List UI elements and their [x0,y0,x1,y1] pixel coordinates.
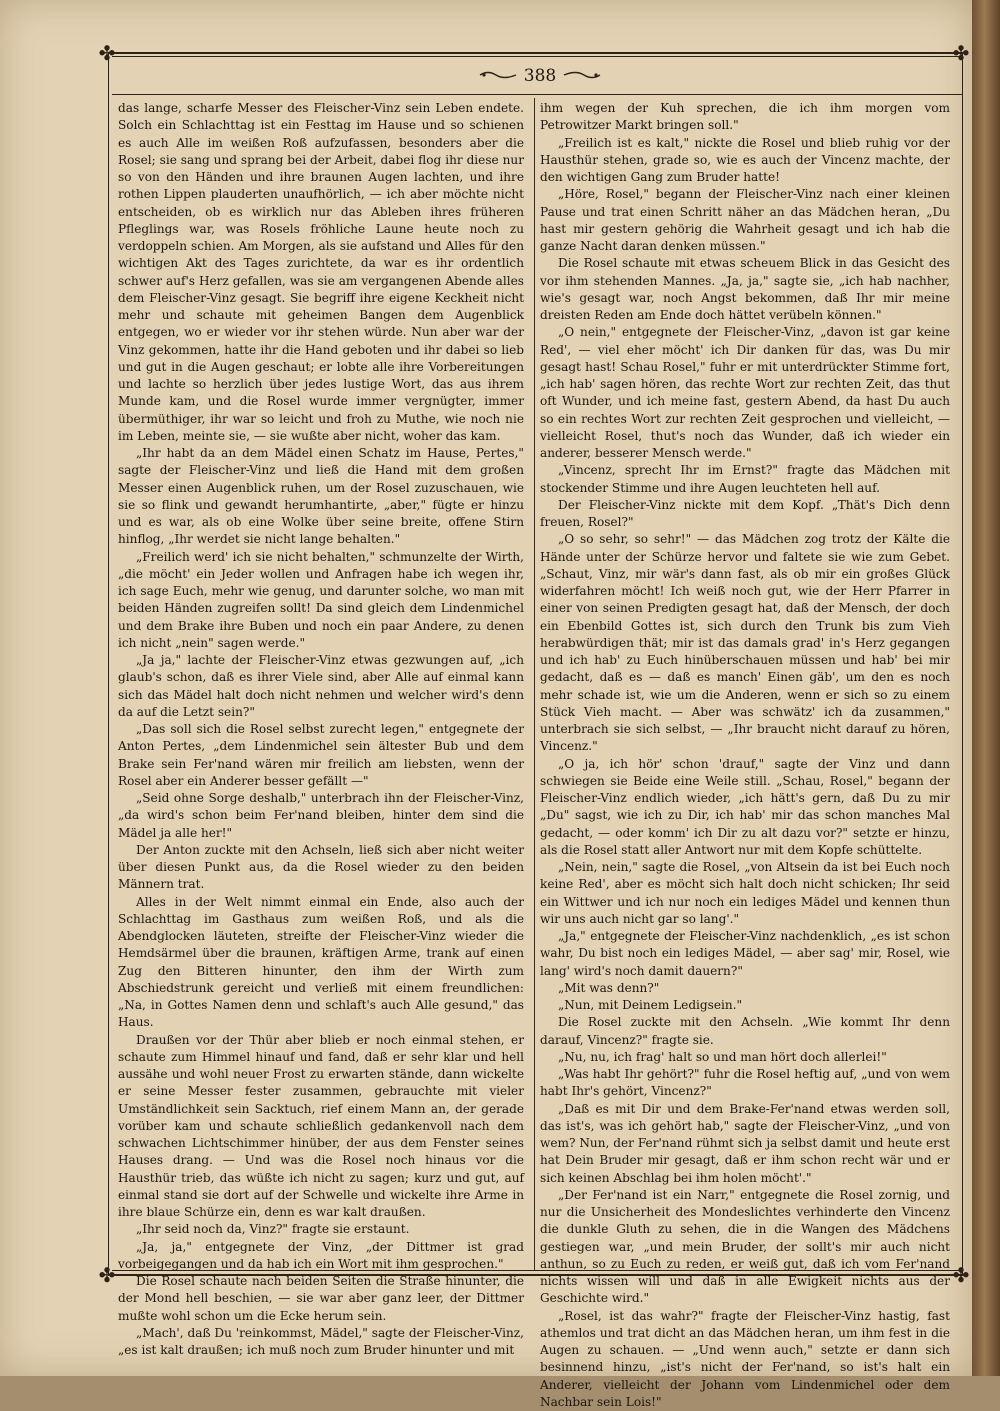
paragraph: Alles in der Welt nimmt einmal ein Ende, also auch der Schlachttag im Gasthaus zum weißen Roß, und als die Abendglocken läuteten, streifte der Fleischer-Vinz wieder die Hemdsärmel über die braunen, kräftigen Arme, trank auf einen Zug den Bitteren hinunter, den ihm der Wirth zum Abschiedstrunk gereicht und verließ mit einem freundlichen: „Na, in Gottes Namen denn und schlaft's auch Alle gesund," das Haus. [118,894,524,1032]
paragraph: „Ihr habt da an dem Mädel einen Schatz im Hause, Pertes," sagte der Fleischer-Vinz und ließ die Hand mit dem großen Messer einen Augenblick ruhen, um der Rosel zuzuschauen, wie sie so flink und gewandt herumhantirte, „aber," fügte er hinzu und es war, als ob eine Wolke über seine breite, offene Stirn hinflog, „Ihr werdet sie nicht lange behalten." [118,445,524,549]
paragraph: „Daß es mit Dir und dem Brake-Fer'nand etwas werden soll, das ist's, was ich gehört hab," sagte der Fleischer-Vinz, „und von wem? Nun, der Fer'nand rühmt sich ja selbst damit und heute erst hat Dein Bruder mir gesagt, daß er ihm schon recht wär und er sich keinen Abschlag bei ihm holen möcht'." [540,1101,950,1187]
paragraph: ihm wegen der Kuh sprechen, die ich ihm morgen vom Petrowitzer Markt bringen soll." [540,100,950,135]
paragraph: Die Rosel zuckte mit den Achseln. „Wie kommt Ihr denn darauf, Vincenz?" fragte sie. [540,1014,950,1049]
corner-ornament-icon: ✤ [950,42,972,64]
paragraph: Der Fleischer-Vinz nickte mit dem Kopf. „Thät's Dich denn freuen, Rosel?" [540,497,950,532]
corner-ornament-icon: ✤ [96,1264,118,1286]
paragraph: „O so sehr, so sehr!" — das Mädchen zog trotz der Kälte die Hände unter der Schürze hervor und faltete sie wie zum Gebet. „Schaut, Vinz, mir wär's dann fast, als ob mir ein großes Glück widerfahren möcht! Ich weiß noch gut, wie der Herr Pfarrer in einer von seinen Predigten gesagt hat, daß der Mensch, der doch ein Ebenbild Gottes ist, sich durch den Trunk bis zum Vieh herabwürdigen thät; mir ist das damals grad' in's Herz gegangen und ich hab' zu Euch hinüberschauen müssen und hab' bei mir gedacht, daß es — daß es manch' Einen gäb', um den es noch mehr schade ist, wie um die Anderen, wenn er sich so zu einem Stück Vieh macht. — Aber was schwätz' ich da zusammen," unterbrach sie sich selbst, — „Ihr braucht nicht darauf zu hören, Vincenz." [540,531,950,755]
paragraph: „Freilich ist es kalt," nickte die Rosel und blieb ruhig vor der Hausthür stehen, grade so, wie es auch der Vincenz machte, der den wichtigen Gang zum Bruder hatte! [540,135,950,187]
paragraph: „Mach', daß Du 'reinkommst, Mädel," sagte der Fleischer-Vinz, „es ist kalt draußen; ich muß noch zum Bruder hinunter und mit [118,1325,524,1360]
right-flourish-icon [562,70,602,80]
header-rule [112,94,962,95]
left-column [118,100,524,1268]
paragraph: „Höre, Rosel," begann der Fleischer-Vinz nach einer kleinen Pause und trat einen Schritt näher an das Mädchen heran, „Du hast mir gestern gehörig die Wahrheit gesagt und ich hab die ganze Nacht daran denken müssen." [540,186,950,255]
paragraph: „Mit was denn?" [540,980,950,997]
paragraph: „O ja, ich hör' schon 'drauf," sagte der Vinz und dann schwiegen sie Beide eine Weile still. „Schau, Rosel," begann der Fleischer-Vinz endlich wieder, „ich hätt's gern, daß Du zu mir „Du" sagst, wie ich zu Dir, ich hab' mir das schon manches Mal gedacht, — oder komm' ich Dir zu alt dazu vor?" setzte er hinzu, als die Rosel statt aller Antwort nur mit dem Kopfe schüttelte. [540,756,950,860]
column-divider [534,98,535,1270]
page-number: 388 [470,66,610,86]
paragraph: „Ja ja," lachte der Fleischer-Vinz etwas gezwungen auf, „ich glaub's schon, daß es ihrer Viele sind, aber Alle auf einmal kann sich das Mädel halt doch nicht nehmen und welcher wird's denn da auf die Letzt sein?" [118,652,524,721]
paragraph: Die Rosel schaute mit etwas scheuem Blick in das Gesicht des vor ihm stehenden Mannes. „Ja, ja," sagte sie, „ich hab nachher, wie's gesagt war, noch Angst bekommen, daß Ihr mir meine dreisten Reden am Ende doch hättet verübeln können." [540,255,950,324]
paragraph: „Ja," entgegnete der Fleischer-Vinz nachdenklich, „es ist schon wahr, Du bist noch ein lediges Mädel, — aber sag' mir, Rosel, wie lang' wird's noch damit dauern?" [540,928,950,980]
paragraph: „Nun, mit Deinem Ledigsein." [540,997,950,1014]
frame-top-rule-inner [112,56,962,57]
paragraph: „Rosel, ist das wahr?" fragte der Fleischer-Vinz hastig, fast athemlos und trat dicht an das Mädchen heran, um ihm fest in die Augen zu schauen. — „Und wenn auch," setzte er dann sich besinnend hinzu, „ist's nicht der Fer'nand, so ist's halt ein Anderer, vielleicht der Johann vom Lindenmichel oder dem Nachbar sein Lois!" [540,1308,950,1411]
paragraph: „Seid ohne Sorge deshalb," unterbrach ihn der Fleischer-Vinz, „da wird's schon beim Fer'nand bleiben, hinter dem sind die Mädel ja alle her!" [118,790,524,842]
frame-right-rule [962,52,963,1276]
paragraph: Die Rosel schaute nach beiden Seiten die Straße hinunter, die der Mond hell beschien, — sie war aber ganz leer, der Dittmer mußte wohl schon um die Ecke herum sein. [118,1273,524,1325]
paragraph: das lange, scharfe Messer des Fleischer-Vinz sein Leben endete. Solch ein Schlachttag ist ein Festtag im Hause und so schienen es auch Alle im weißen Roß aufzufassen, besonders aber die Rosel; sie sang und sprang bei der Arbeit, dabei flog ihr diese nur so von den Händen und ihre braunen Augen lachten, und ihre rothen Lippen plauderten unaufhörlich, — ich aber möchte nicht entscheiden, ob es wirklich nur das Ableben ihres früheren Pfleglings war, was Rosels fröhliche Laune heute noch zu verdoppeln schien. Am Morgen, als sie aufstand und Alles für den wichtigen Akt des Tages zurichtete, da war es ihr ordentlich schwer auf's Herz gefallen, was sie am vergangenen Abende alles dem Fleischer-Vinz gesagt. Sie begriff ihre eigene Keckheit nicht mehr und schaute mit geheimen Bangen dem Augenblick entgegen, wo er wieder vor ihr stehen würde. Nun aber war der Vinz gekommen, hatte ihr die Hand geboten und ihr dabei so lieb und gut in die Augen geschaut; er lobte alle ihre Vorbereitungen und lachte so herzlich über jedes lustige Wort, das aus ihrem Munde kam, und die Rosel wurde immer vergnügter, immer übermüthiger, ihr war so leicht und froh zu Muthe, wie noch nie im Leben, meinte sie, — sie wußte aber nicht, woher das kam. [118,100,524,445]
paragraph: „Vincenz, sprecht Ihr im Ernst?" fragte das Mädchen mit stockender Stimme und ihre Augen leuchteten hell auf. [540,462,950,497]
paragraph: „Nein, nein," sagte die Rosel, „von Altsein da ist bei Euch noch keine Red', aber es möcht sich halt doch nicht schicken; Ihr seid ein Wittwer und ich nur noch ein lediges Mädel und kennen thun wir uns auch nicht gar so lang'." [540,859,950,928]
paragraph: Draußen vor der Thür aber blieb er noch einmal stehen, er schaute zum Himmel hinauf und fand, daß er sehr klar und hell aussähe und wohl neuer Frost zu erwarten stände, dann wickelte er seine Messer fester zusammen, gebrauchte mit vieler Umständlichkeit sein Sacktuch, rief einem Mann an, der gerade vorüber kam und schaute schließlich gedankenvoll nach dem schwachen Lichtschimmer hinüber, der aus dem Fenster seines Hauses drang. — Und was die Rosel noch hinaus vor die Hausthür trieb, das wüßte ich nicht zu sagen; kurz und gut, auf einmal stand sie dort auf der Schwelle und wickelte ihre Arme in ihre blaue Schürze ein, denn es war kalt draußen. [118,1032,524,1222]
book-spine [972,0,1000,1376]
corner-ornament-icon: ✤ [950,1264,972,1286]
paragraph: „Der Fer'nand ist ein Narr," entgegnete die Rosel zornig, und nur die Unsicherheit des Mondeslichtes verhinderte den Vincenz die dunkle Gluth zu sehen, die in die Wangen des Mädchens gestiegen war, „und mein Bruder, der sollt's mir auch nicht anthun, so zu Euch zu reden, er weiß gut, daß ich vom Fer'nand nichts wissen will und daß in alle Ewigkeit nichts aus der Geschichte wird." [540,1187,950,1308]
paragraph: „Das soll sich die Rosel selbst zurecht legen," entgegnete der Anton Pertes, „dem Lindenmichel sein ältester Bub und dem Brake sein Fer'nand wären mir freilich am liebsten, wenn der Rosel aber ein Anderer besser gefällt —" [118,721,524,790]
paragraph: „Freilich werd' ich sie nicht behalten," schmunzelte der Wirth, „die möcht' ein Jeder wollen und Anfragen habe ich wegen ihr, ich sage Euch, mehr wie genug, und darunter solche, wo man mit beiden Händen zugreifen sollt! Da sind gleich dem Lindenmichel und dem Brake ihre Buben und noch ein paar Andere, zu denen ich nicht „nein" sagen werde." [118,549,524,653]
paragraph: „Nu, nu, ich frag' halt so und man hört doch allerlei!" [540,1049,950,1066]
paragraph: „Ja, ja," entgegnete der Vinz, „der Dittmer ist grad vorbeigegangen und da hab ich ein Wort mit ihm gesprochen." [118,1239,524,1274]
frame-top-rule [112,52,962,54]
paragraph: Der Anton zuckte mit den Achseln, ließ sich aber nicht weiter über diesen Punkt aus, da die Rosel wieder zu den beiden Männern trat. [118,842,524,894]
paragraph: „Ihr seid noch da, Vinz?" fragte sie erstaunt. [118,1221,524,1238]
paragraph: „Was habt Ihr gehört?" fuhr die Rosel heftig auf, „und von wem habt Ihr's gehört, Vincenz?" [540,1066,950,1101]
right-column [540,100,950,1268]
corner-ornament-icon: ✤ [96,42,118,64]
frame-left-rule [108,52,109,1276]
paragraph: „O nein," entgegnete der Fleischer-Vinz, „davon ist gar keine Red', — viel eher möcht' ich Dir danken für das, was Du mir gesagt hast! Schau Rosel," fuhr er mit unterdrückter Stimme fort, „ich hab' sagen hören, das rechte Wort zur rechten Zeit, das thut oft Wunder, und ich meine fast, gestern Abend, da hast Du auch so ein rechtes Wort zur rechten Zeit gesprochen und vielleicht, — vielleicht Rosel, thut's noch das Wunder, daß ich wieder ein anderer, besserer Mensch werde." [540,324,950,462]
